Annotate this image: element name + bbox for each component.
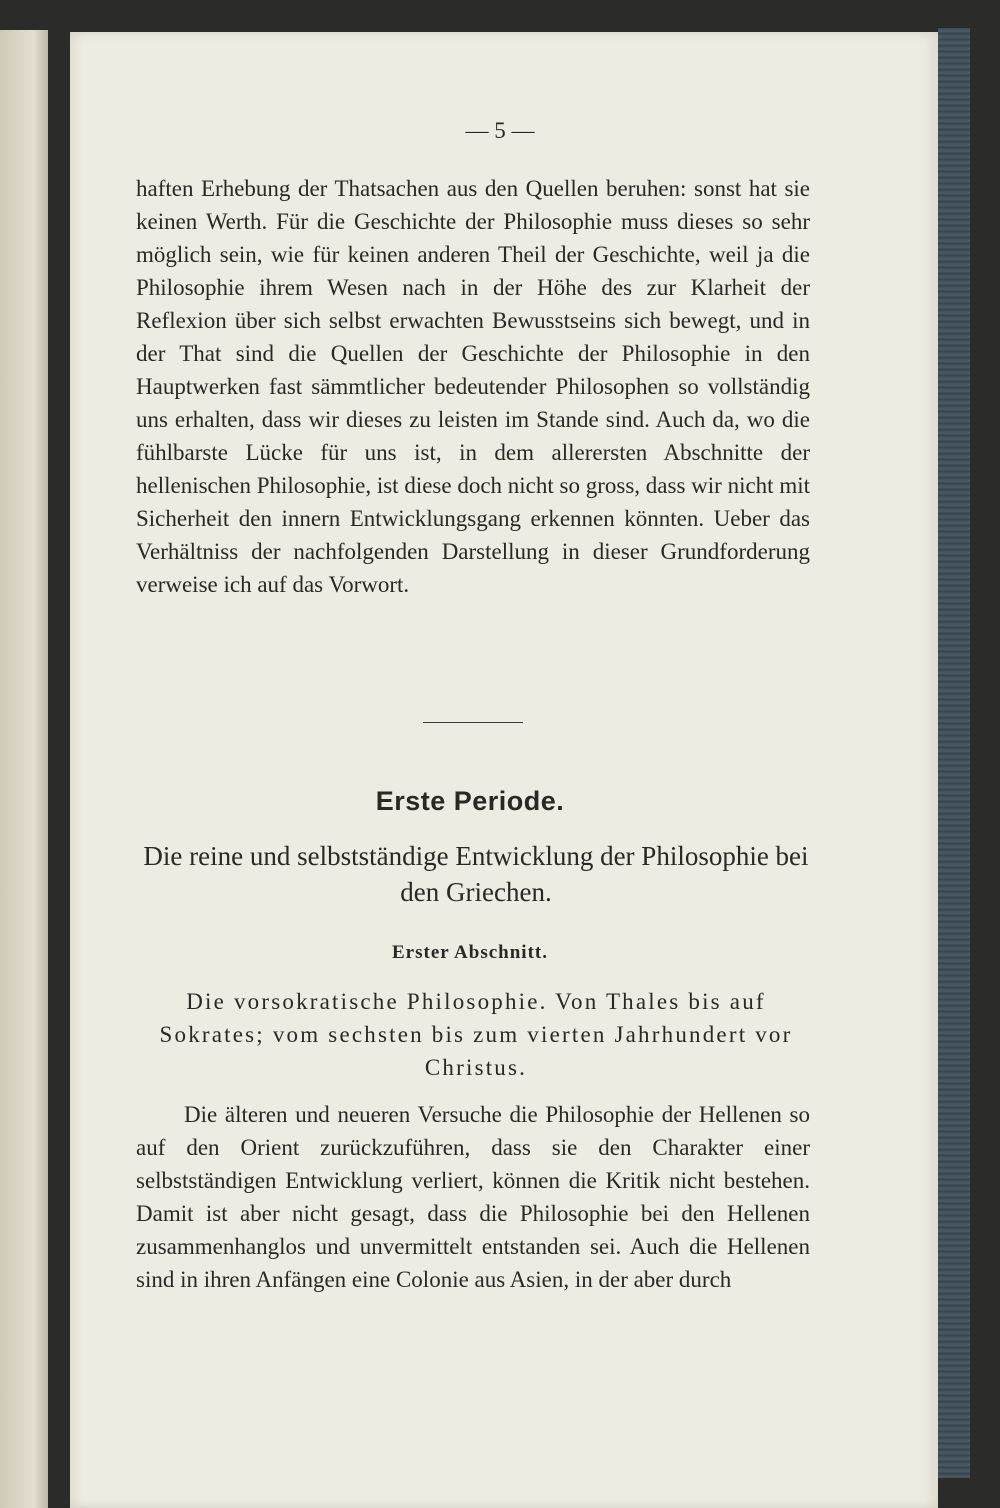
body-paragraph-1: haften Erhebung der Thatsachen aus den Quellen beruhen: sonst hat sie keinen Werth. Für die Geschichte der Philosophie muss dieses so sehr möglich sein, wie für keinen anderen Theil der Geschichte, weil ja die Philosophie ihrem Wesen nach in der Höhe des zur Klarheit der Reflexion über sich selbst erwachten Bewusstseins sich bewegt, und in der That sind die Quellen der Geschichte der Philosophie in den Hauptwerken fast sämmtlicher bedeutender Philosophen so vollständig uns erhalten, dass wir dieses zu leisten im Stande sind. Auch da, wo die fühlbarste Lücke für uns ist, in dem allerersten Abschnitte der hellenischen Philosophie, ist diese doch nicht so gross, dass wir nicht mit Sicherheit den innern Entwicklungsgang erkennen könnten. Ueber das Verhältniss der nachfolgenden Darstellung in dieser Grundforderung verweise ich auf das Vorwort. bbox=[136, 176, 810, 597]
section-subheading: Die vorsokratische Philosophie. Von Thales bis auf Sokrates; vom sechsten bis zum vierten Jahrhundert vor Christus. bbox=[159, 989, 793, 1080]
page-number: — 5 — bbox=[465, 118, 535, 143]
period-heading: Erste Periode. bbox=[375, 786, 565, 816]
body-paragraph-2: Die älteren und neueren Versuche die Philosophie der Hellenen so auf den Orient zurückzuführen, dass sie den Charakter einer selbstständigen Entwicklung verliert, können die Kritik nicht bestehen. Damit ist aber nicht gesagt, dass die Philosophie bei den Hellenen zusammenhanglos und unvermittelt entstanden sei. Auch die Hellenen sind in ihren Anfängen eine Colonie aus Asien, in der aber durch bbox=[136, 1102, 810, 1292]
period-subheading: Die reine und selbstständige Entwicklung der Philosophie bei den Griechen. bbox=[143, 841, 809, 907]
book-cover-edge bbox=[938, 28, 970, 1478]
section-divider bbox=[423, 722, 523, 723]
facing-page-edge bbox=[0, 30, 48, 1508]
section-heading: Erster Abschnitt. bbox=[392, 942, 548, 963]
